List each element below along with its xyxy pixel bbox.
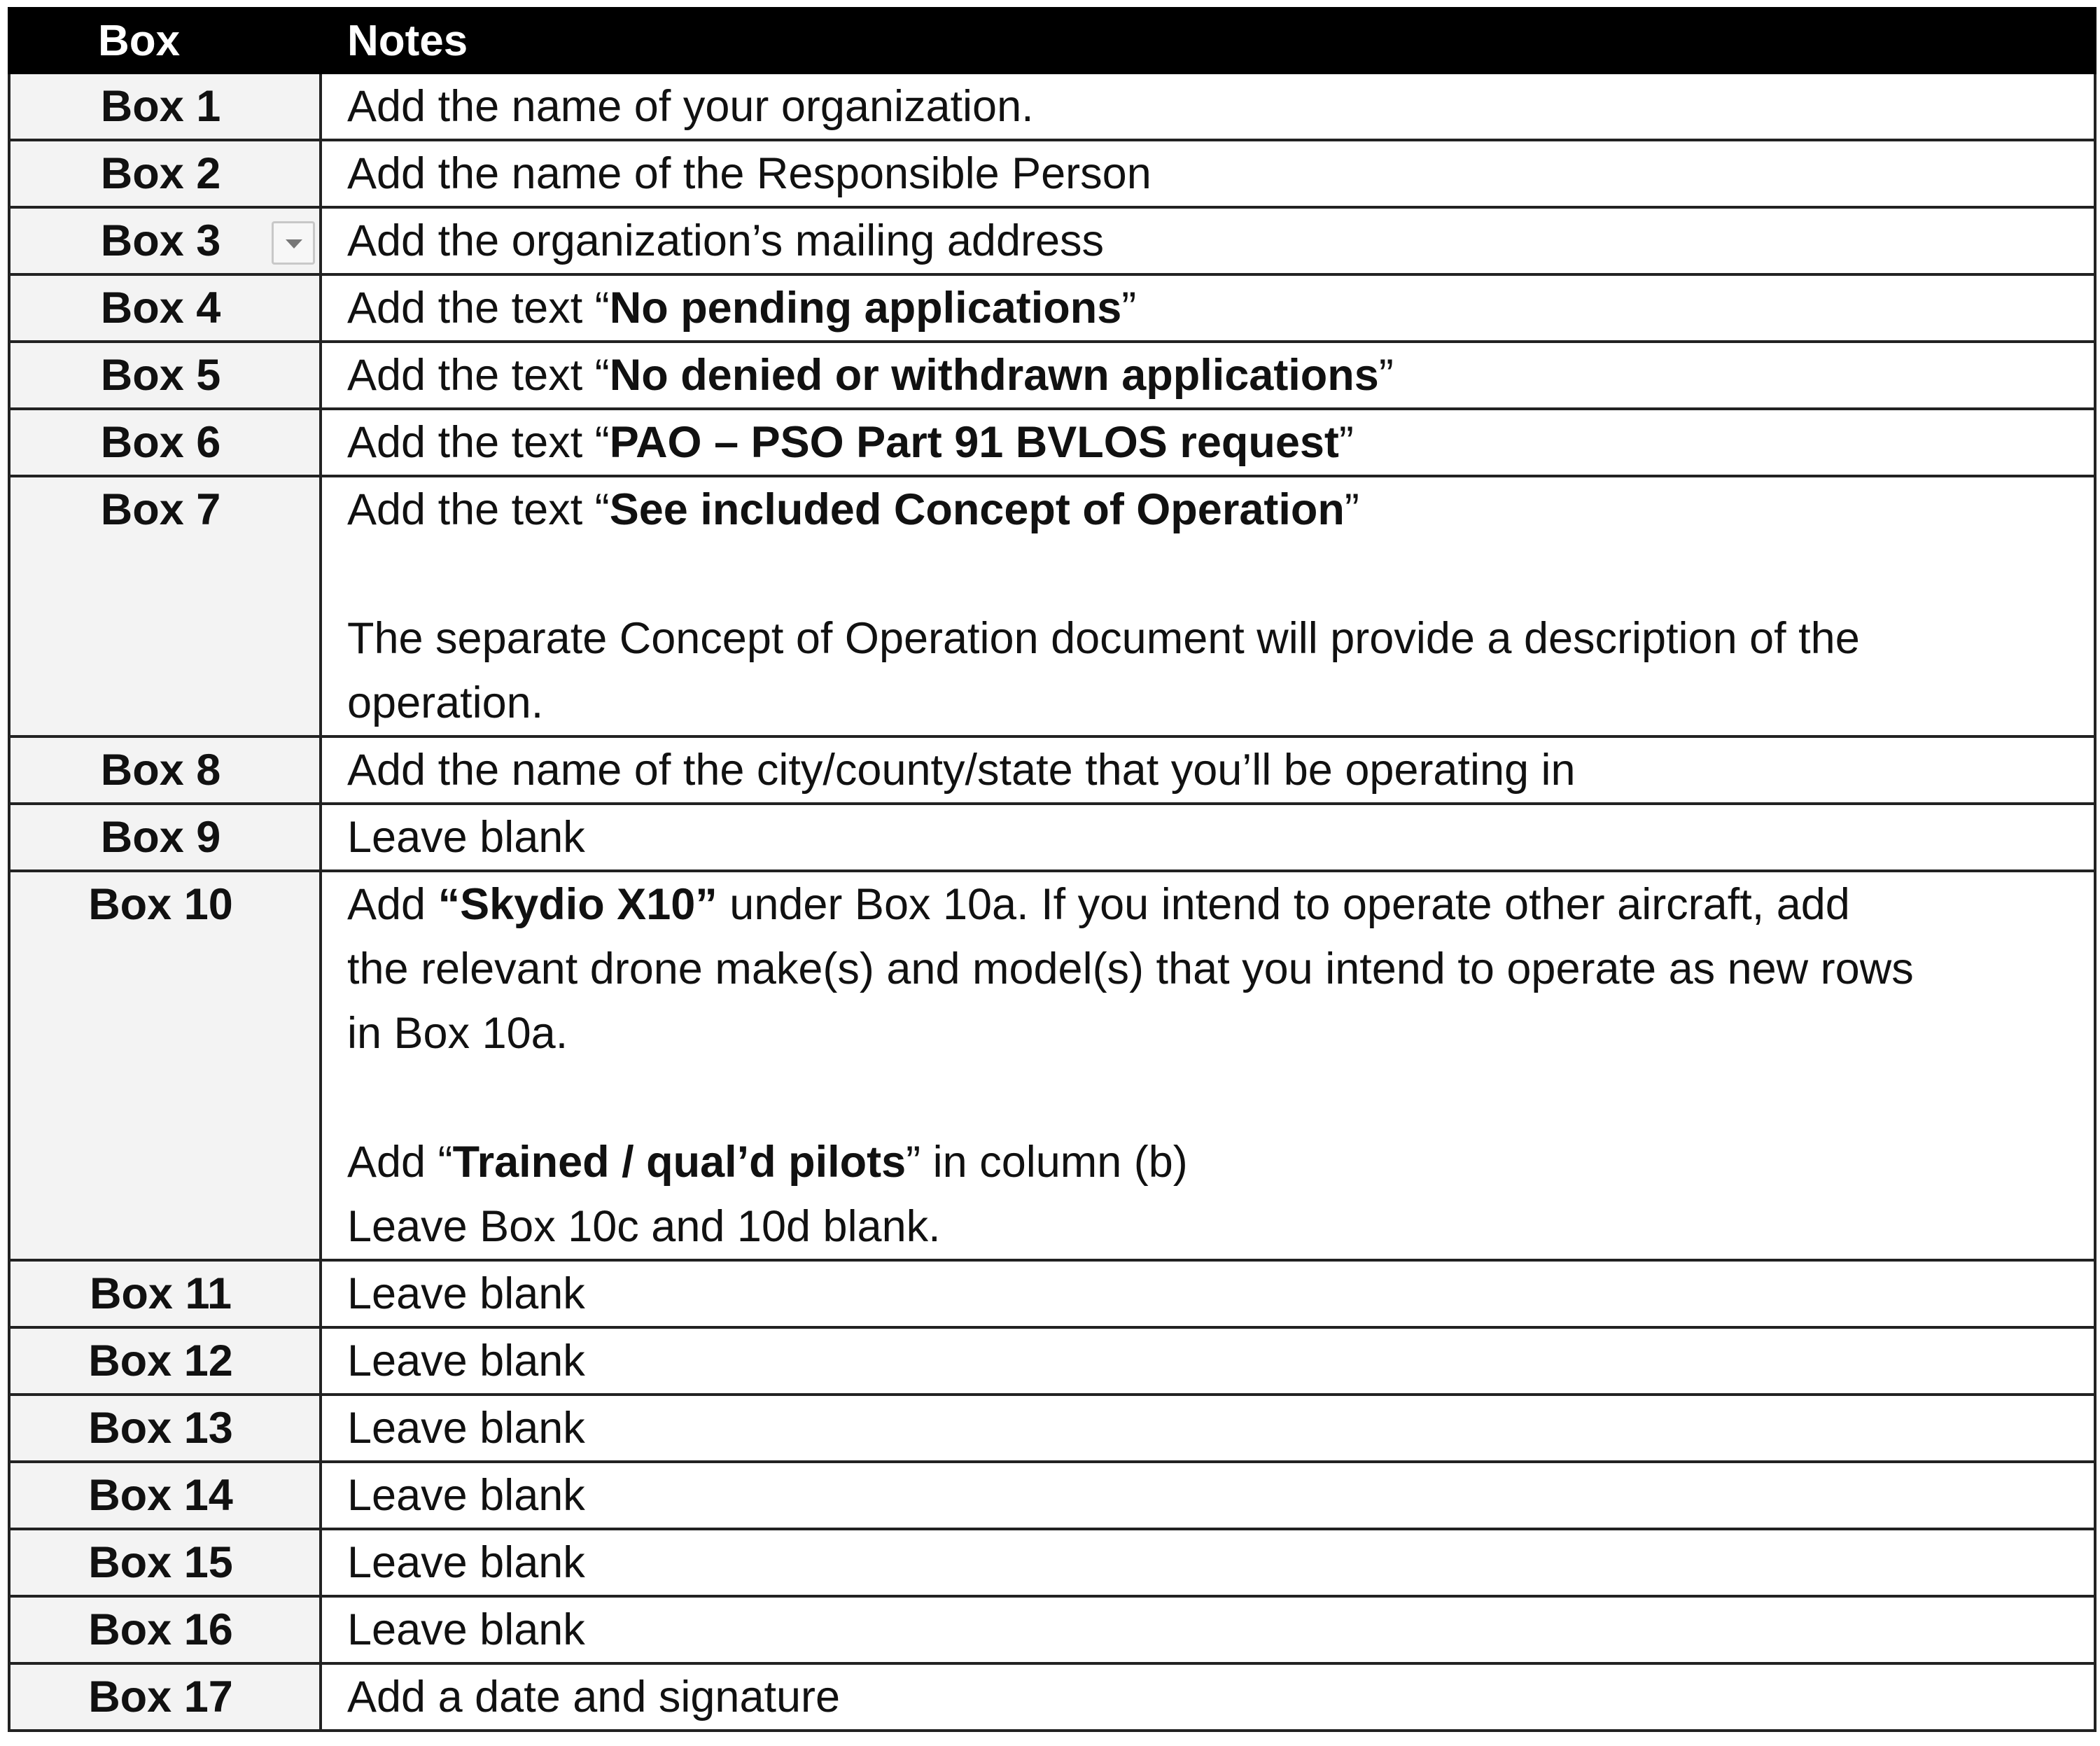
note-text: Leave blank: [347, 813, 585, 862]
table-row: [9, 476, 2095, 736]
table-body: [9, 73, 2095, 1731]
note-cell: [321, 736, 2095, 804]
note-text: Add the organization’s mailing address: [347, 216, 1104, 265]
note-text: Add a date and signature: [347, 1672, 841, 1721]
note-line: [347, 805, 2080, 869]
note-line: [347, 1329, 2080, 1393]
note-cell: [321, 871, 2095, 1260]
note-text: ”: [1344, 485, 1359, 534]
box-label: Box 10: [88, 880, 233, 929]
note-cell: [321, 207, 2095, 274]
box-label: Box 6: [100, 418, 221, 467]
note-cell: [321, 1596, 2095, 1663]
note-text: Add the text “: [347, 351, 610, 400]
note-text: Add: [347, 880, 438, 929]
note-line: [347, 1194, 2080, 1259]
note-line: [347, 141, 2080, 206]
note-text: Add the name of your organization.: [347, 82, 1034, 131]
box-label-cell: [9, 736, 321, 804]
box-label-cell: [9, 73, 321, 140]
table-row: [9, 1260, 2095, 1327]
table-row: [9, 73, 2095, 140]
note-line: [347, 276, 2080, 340]
note-line: [347, 1598, 2080, 1662]
note-text: Add “: [347, 1138, 453, 1187]
note-emphasis: PAO – PSO Part 91 BVLOS request: [609, 418, 1339, 467]
note-line: [347, 1463, 2080, 1528]
note-cell: [321, 73, 2095, 140]
note-cell: [321, 140, 2095, 207]
table-row: [9, 274, 2095, 342]
note-text: Add the text “: [347, 418, 610, 467]
table-row: [9, 1596, 2095, 1663]
note-text: Leave Box 10c and 10d blank.: [347, 1202, 941, 1251]
box-label-cell: [9, 140, 321, 207]
note-line: [347, 74, 2080, 139]
note-text: ”: [1378, 351, 1394, 400]
note-emphasis: No pending applications: [609, 284, 1122, 333]
box-label-cell: [9, 342, 321, 409]
chevron-down-icon[interactable]: [272, 221, 315, 265]
note-text: ”: [1338, 418, 1354, 467]
table-row: [9, 342, 2095, 409]
box-label: Box 7: [100, 485, 221, 534]
note-line: [347, 1262, 2080, 1326]
box-label-cell: [9, 274, 321, 342]
box-label-cell: [9, 1327, 321, 1395]
box-label-cell: [9, 804, 321, 871]
note-text: Leave blank: [347, 1538, 585, 1587]
note-line: [347, 343, 2080, 407]
note-cell: [321, 342, 2095, 409]
note-text: Add the text “: [347, 485, 610, 534]
note-cell: [321, 1663, 2095, 1731]
table-header-row: [9, 8, 2095, 73]
note-line: [347, 477, 2080, 542]
note-line: [347, 1001, 2080, 1066]
note-cell: [321, 804, 2095, 871]
note-cell: [321, 1529, 2095, 1596]
box-label-cell: [9, 1529, 321, 1596]
box-label: Box 1: [100, 82, 221, 131]
table-row: [9, 736, 2095, 804]
table-row: [9, 1663, 2095, 1731]
note-line: [347, 1130, 2080, 1194]
table-row: [9, 1462, 2095, 1529]
note-text: Add the name of the Responsible Person: [347, 149, 1152, 198]
note-text: Leave blank: [347, 1404, 585, 1453]
box-notes-table: [8, 7, 2096, 1732]
header-box: Box: [9, 8, 321, 73]
note-emphasis: See included Concept of Operation: [609, 485, 1345, 534]
note-line: [347, 872, 2080, 937]
box-label-cell: [9, 1663, 321, 1731]
table-row: [9, 409, 2095, 476]
note-text: Leave blank: [347, 1269, 585, 1318]
note-cell: [321, 409, 2095, 476]
note-cell: [321, 1395, 2095, 1462]
note-text: ” in column (b): [906, 1138, 1188, 1187]
box-label: Box 9: [100, 813, 221, 862]
paragraph-gap: [347, 542, 2080, 606]
note-text: operation.: [347, 678, 544, 727]
box-label-cell: [9, 476, 321, 736]
box-label: Box 3: [100, 216, 221, 265]
table-row: [9, 207, 2095, 274]
note-emphasis: Trained / qual’d pilots: [452, 1138, 906, 1187]
note-text: Add the name of the city/county/state that you’ll be operating in: [347, 746, 1576, 795]
note-cell: [321, 1327, 2095, 1395]
table-row: [9, 871, 2095, 1260]
box-label: Box 13: [88, 1404, 233, 1453]
box-label-cell: [9, 871, 321, 1260]
note-line: [347, 1530, 2080, 1595]
note-text: The separate Concept of Operation document will provide a description of the: [347, 614, 1860, 663]
box-label-cell: [9, 409, 321, 476]
note-text: under Box 10a. If you intend to operate other aircraft, add: [717, 880, 1850, 929]
note-emphasis: “Skydio X10”: [438, 880, 718, 929]
note-line: [347, 606, 2080, 671]
note-text: Leave blank: [347, 1605, 585, 1654]
note-line: [347, 937, 2080, 1001]
note-text: ”: [1121, 284, 1137, 333]
notes-document: [8, 7, 2096, 1732]
table-row: [9, 804, 2095, 871]
note-line: [347, 738, 2080, 802]
note-text: Leave blank: [347, 1471, 585, 1520]
table-row: [9, 140, 2095, 207]
note-cell: [321, 1260, 2095, 1327]
box-label: Box 4: [100, 284, 221, 333]
table-row: [9, 1529, 2095, 1596]
note-text: the relevant drone make(s) and model(s) that you intend to operate as new rows: [347, 944, 1914, 993]
table-row: [9, 1395, 2095, 1462]
box-label-cell: [9, 1596, 321, 1663]
paragraph-gap: [347, 1066, 2080, 1130]
note-line: [347, 410, 2080, 475]
box-label: Box 16: [88, 1605, 233, 1654]
box-label: Box 14: [88, 1471, 233, 1520]
note-cell: [321, 476, 2095, 736]
box-label: Box 5: [100, 351, 221, 400]
box-label-cell: [9, 1395, 321, 1462]
note-emphasis: No denied or withdrawn applications: [609, 351, 1379, 400]
note-text: Add the text “: [347, 284, 610, 333]
note-text: in Box 10a.: [347, 1009, 568, 1058]
box-label-cell: [9, 1260, 321, 1327]
box-label-cell: [9, 1462, 321, 1529]
box-label: Box 11: [89, 1269, 232, 1318]
table-row: [9, 1327, 2095, 1395]
note-line: [347, 1396, 2080, 1460]
box-label: Box 15: [88, 1538, 233, 1587]
box-label: Box 17: [88, 1672, 233, 1721]
note-line: [347, 671, 2080, 735]
box-label: Box 2: [100, 149, 221, 198]
box-label: Box 8: [100, 746, 221, 795]
note-line: [347, 1665, 2080, 1729]
note-cell: [321, 274, 2095, 342]
box-label: Box 12: [88, 1336, 233, 1385]
note-cell: [321, 1462, 2095, 1529]
box-label-cell: [9, 207, 321, 274]
note-line: [347, 209, 2080, 273]
note-text: Leave blank: [347, 1336, 585, 1385]
header-notes: Notes: [321, 8, 2095, 73]
